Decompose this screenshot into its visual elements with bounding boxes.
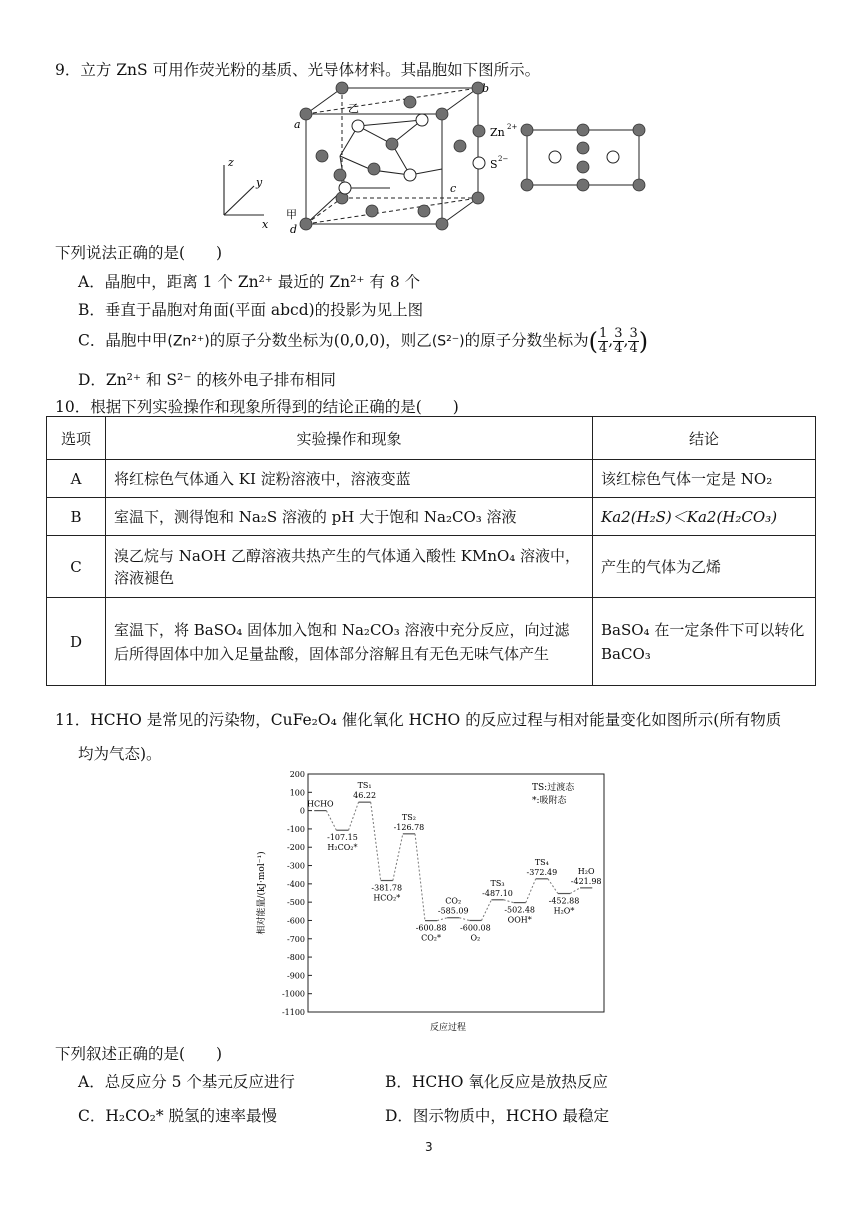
label-jia: 甲 [286,208,297,221]
q9-option-d: D．Zn²⁺ 和 S²⁻ 的核外电子排布相同 [78,371,336,389]
q11-option-d: D．图示物质中，HCHO 最稳定 [385,1107,609,1125]
point-name-7: O₂ [470,933,481,943]
table-row [47,460,816,498]
point-name-9: OOH* [507,915,532,925]
y-axis-label: 相对能量/(kJ·mol⁻¹) [257,851,267,935]
table-header-row [47,417,816,460]
q11-option-c: C．H₂CO₂* 脱氢的速率最慢 [78,1107,278,1125]
point-value-4: -126.78 [393,822,425,832]
q9-option-a: A．晶胞中，距离 1 个 Zn²⁺ 最近的 Zn²⁺ 有 8 个 [78,273,421,291]
projection-rect [527,130,639,185]
y-tick-label: 200 [289,770,305,779]
y-tick-label: -700 [287,934,305,944]
energy-profile-chart [250,768,620,1036]
table-row [47,536,816,598]
axis-z-label: z [228,156,234,169]
point-name-5: CO₂* [421,933,442,943]
axis-x-label: x [262,218,269,231]
point-value-6: -585.09 [437,906,469,916]
header-option: 选项 [47,417,106,460]
point-value-12: -421.98 [570,876,602,886]
legend-s: S [490,158,498,171]
q10-table [46,416,816,686]
coord-frac-2: $\frac{3}{4}$ [614,326,623,356]
q9-option-c-post: 的原子分数坐标为 [464,331,589,350]
q9-stem: 9．立方 ZnS 可用作荧光粉的基质、光导体材料。其晶胞如下图所示。 [55,61,541,79]
point-value-1: -107.15 [327,833,358,843]
y-tick-label: -800 [287,953,305,963]
legend-zn-charge: 2+ [507,123,518,131]
legend-ts: TS:过渡态 [532,783,575,793]
point-value-9: -502.48 [504,905,536,915]
point-name-3: HCO₂* [373,893,401,903]
point-name-11: H₂O* [553,906,575,916]
y-tick-label: -1000 [281,989,305,999]
y-tick-label: -1100 [281,1008,305,1017]
label-b: b [482,82,490,95]
point-value-7: -600.08 [460,923,491,933]
coord-frac-3: $\frac{3}{4}$ [629,326,638,356]
q9-prompt: 下列说法正确的是( ) [55,244,223,262]
header-operation: 实验操作和现象 [106,417,593,460]
label-yi: 乙 [348,102,359,115]
point-name-12: H₂O [577,866,595,876]
point-name-10: TS₄ [534,857,549,867]
page-number: 3 [425,1140,433,1154]
legend-s-marker [473,157,485,169]
row-a-operation: 将红棕色气体通入 KI 淀粉溶液中，溶液变蓝 [106,460,593,498]
q11-stem-line1: 11．HCHO 是常见的污染物，CuFe₂O₄ 催化氧化 HCHO 的反应过程与相对能量变化如图所示(所有物质 [55,711,782,729]
y-tick-label: -900 [287,971,305,981]
cube-edges [306,88,478,224]
point-value-3: -381.78 [371,883,403,893]
row-c-operation: 溴乙烷与 NaOH 乙醇溶液共热产生的气体通入酸性 KMnO₄ 溶液中，溶液褪色 [106,536,593,598]
y-tick-label: -400 [287,879,305,889]
y-tick-label: -300 [287,861,305,871]
row-b-conclusion: Ka2(H₂S)＜Ka2(H₂CO₃) [593,498,816,536]
row-a-option: A [47,460,106,498]
q9-option-c: C．晶胞中甲(Zn²⁺)的原子分数坐标为(0,0,0)，则乙(S²⁻)的原子分数坐标为( $\frac{1}{4}$ , $\frac{3}{4}$ , $\frac{3}{4}$ ) [78,326,649,356]
y-tick-label: -100 [287,824,305,834]
point-name-1: H₂CO₂* [327,843,358,853]
point-name-8: TS₃ [490,878,505,888]
row-b-operation: 室温下，测得饱和 Na₂S 溶液的 pH 大于饱和 Na₂CO₃ 溶液 [106,498,593,536]
x-axis-label: 反应过程 [429,1023,467,1033]
row-c-option: C [47,536,106,598]
point-value-11: -452.88 [548,896,580,906]
table-row [47,498,816,536]
q11-option-b: B．HCHO 氧化反应是放热反应 [385,1073,608,1091]
row-d-conclusion: BaSO₄ 在一定条件下可以转化 BaCO₃ [593,598,816,686]
zns-unit-cell-figure [210,80,670,238]
y-tick-label: -500 [287,898,305,908]
point-name-6: CO₂ [445,896,462,906]
point-value-10: -372.49 [526,867,558,877]
legend-zn-marker [473,125,485,137]
label-a: a [294,118,301,131]
row-d-operation: 室温下，将 BaSO₄ 固体加入饱和 Na₂CO₃ 溶液中充分反应，向过滤后所得固体中加入足量盐酸，固体部分溶解且有无色无味气体产生 [106,598,593,686]
q9-option-c-zn: (Zn²⁺) [167,333,210,350]
coord-frac-1: $\frac{1}{4}$ [599,326,608,356]
y-tick-label: -600 [287,916,305,926]
y-tick-label: -200 [287,843,305,853]
row-d-option: D [47,598,106,686]
point-name-2: TS₁ [357,781,372,791]
axis-y-label: y [256,176,263,189]
projection-zn [521,124,645,191]
point-value-5: -600.88 [415,923,447,933]
row-c-conclusion: 产生的气体为乙烯 [593,536,816,598]
legend-zn: Zn [490,126,505,139]
q9-option-c-s: (S²⁻) [431,333,465,350]
point-value-2: 46.22 [353,791,377,801]
row-a-conclusion: 该红棕色气体一定是 NO₂ [593,460,816,498]
table-row [47,598,816,686]
point-name-4: TS₂ [401,812,416,822]
label-c: c [450,182,457,195]
point-value-8: -487.10 [482,888,513,898]
q11-prompt: 下列叙述正确的是( ) [55,1045,223,1063]
legend-adsorbed: *:吸附态 [532,796,567,806]
q11-option-a: A．总反应分 5 个基元反应进行 [78,1073,295,1091]
legend-s-charge: 2− [498,155,509,163]
q9-option-c-pre: C．晶胞中甲 [78,331,168,350]
q9-option-c-mid: 的原子分数坐标为(0,0,0)，则乙 [209,331,432,350]
row-b-option: B [47,498,106,536]
y-tick-label: 100 [289,788,305,798]
q10-stem: 10．根据下列实验操作和现象所得到的结论正确的是( ) [55,398,459,416]
q9-option-b: B．垂直于晶胞对角面(平面 abcd)的投影为见上图 [78,301,424,319]
y-tick-label: 0 [299,806,305,816]
q11-stem-line2: 均为气态)。 [78,745,162,763]
axis-indicator [224,165,264,215]
label-d: d [290,223,298,236]
header-conclusion: 结论 [593,417,816,460]
point-name-0: HCHO [306,799,334,809]
